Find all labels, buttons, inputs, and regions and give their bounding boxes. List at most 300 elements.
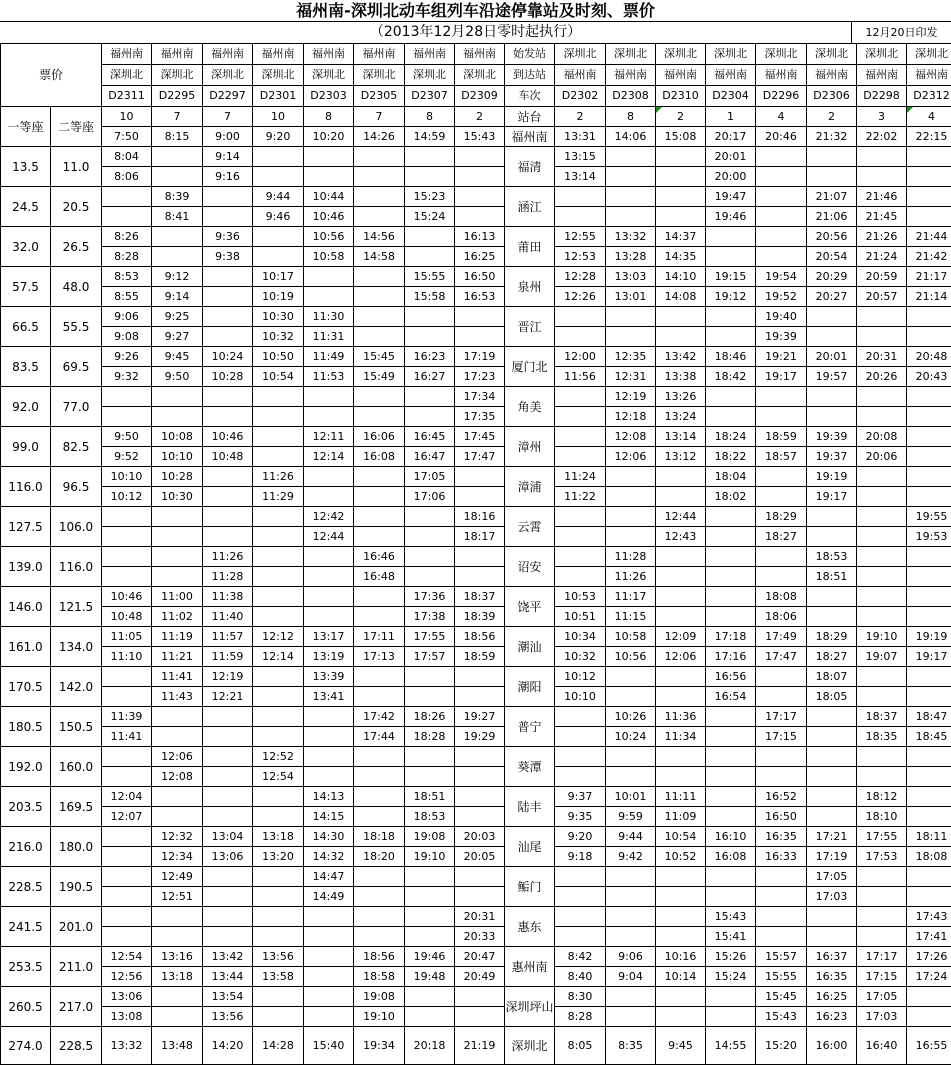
arrival-time <box>907 587 951 607</box>
departure-time: 18:28 <box>405 727 455 747</box>
departure-time: 9:35 <box>555 807 606 827</box>
station-name: 深圳北 <box>505 1027 555 1065</box>
arrival-time: 21:44 <box>907 227 951 247</box>
departure-time <box>203 767 253 787</box>
arrival-time: 10:08 <box>152 427 203 447</box>
arrival-time: 19:46 <box>405 947 455 967</box>
station-name: 云霄 <box>505 507 555 547</box>
arrival-time: 15:55 <box>405 267 455 287</box>
departure-time <box>304 287 354 307</box>
departure-time <box>756 487 807 507</box>
station-row <box>1 827 951 847</box>
destination-cell: 深圳北 <box>304 65 354 86</box>
departure-time <box>706 807 756 827</box>
arrival-time: 18:37 <box>857 707 907 727</box>
arrival-time <box>907 987 951 1007</box>
arrival-time: 11:17 <box>606 587 656 607</box>
second-class-fare: 190.5 <box>51 867 102 907</box>
departure-time <box>405 167 455 187</box>
arrival-time <box>606 187 656 207</box>
arrival-time: 17:17 <box>857 947 907 967</box>
arrival-time: 20:01 <box>706 147 756 167</box>
arrival-time <box>152 387 203 407</box>
arrival-time: 10:10 <box>102 467 152 487</box>
arrival-time <box>102 827 152 847</box>
arrival-time <box>656 587 706 607</box>
arrival-time: 17:17 <box>756 707 807 727</box>
departure-time <box>253 807 304 827</box>
departure-time: 18:06 <box>756 607 807 627</box>
departure-time: 19:57 <box>807 367 857 387</box>
arrival-time: 16:45 <box>405 427 455 447</box>
departure-time <box>203 287 253 307</box>
departure-time: 18:53 <box>405 807 455 827</box>
departure-time: 21:06 <box>807 207 857 227</box>
departure-time <box>706 767 756 787</box>
arrival-time: 11:39 <box>102 707 152 727</box>
departure-time: 9:46 <box>253 207 304 227</box>
arrival-time: 18:16 <box>455 507 505 527</box>
station-row-departure <box>1 727 951 747</box>
arrival-time <box>706 747 756 767</box>
departure-time: 16:00 <box>807 1027 857 1065</box>
origin-cell: 深圳北 <box>857 44 907 65</box>
arrival-time: 19:19 <box>907 627 951 647</box>
arrival-time <box>857 587 907 607</box>
departure-time: 18:20 <box>354 847 405 867</box>
arrival-time <box>907 147 951 167</box>
train-number: D2302 <box>555 86 606 107</box>
departure-time: 8:55 <box>102 287 152 307</box>
departure-time <box>807 327 857 347</box>
arrival-time <box>455 667 505 687</box>
departure-time: 19:37 <box>807 447 857 467</box>
arrival-time: 17:55 <box>405 627 455 647</box>
arrival-time <box>606 307 656 327</box>
departure-time: 12:51 <box>152 887 203 907</box>
departure-time: 8:15 <box>152 127 203 147</box>
arrival-time: 13:32 <box>102 1027 152 1065</box>
departure-time <box>857 407 907 427</box>
first-class-fare: 203.5 <box>1 787 51 827</box>
platform-number: 8 <box>304 107 354 127</box>
departure-time: 16:33 <box>756 847 807 867</box>
arrival-time: 15:45 <box>756 987 807 1007</box>
departure-time <box>102 207 152 227</box>
departure-time <box>555 327 606 347</box>
arrival-time <box>756 667 807 687</box>
arrival-time: 10:17 <box>253 267 304 287</box>
departure-time <box>304 487 354 507</box>
station-name: 漳州 <box>505 427 555 467</box>
arrival-time: 18:29 <box>807 627 857 647</box>
timetable-grid <box>0 43 951 1065</box>
arrival-time <box>102 507 152 527</box>
arrival-time <box>253 987 304 1007</box>
departure-time: 10:48 <box>102 607 152 627</box>
station-row <box>1 267 951 287</box>
departure-time <box>455 807 505 827</box>
departure-time <box>405 567 455 587</box>
arrival-time: 20:46 <box>756 127 807 147</box>
departure-time: 10:52 <box>656 847 706 867</box>
departure-time: 10:14 <box>656 967 706 987</box>
arrival-time: 13:39 <box>304 667 354 687</box>
station-row-departure <box>1 287 951 307</box>
departure-time: 13:41 <box>304 687 354 707</box>
arrival-time <box>807 747 857 767</box>
arrival-time: 13:48 <box>152 1027 203 1065</box>
arrival-time <box>304 387 354 407</box>
station-name: 饶平 <box>505 587 555 627</box>
arrival-time <box>455 747 505 767</box>
arrival-time: 15:43 <box>706 907 756 927</box>
arrival-time: 11:49 <box>304 347 354 367</box>
departure-time <box>606 767 656 787</box>
departure-time: 8:28 <box>102 247 152 267</box>
station-name: 潮汕 <box>505 627 555 667</box>
train-number: D2298 <box>857 86 907 107</box>
departure-time: 19:48 <box>405 967 455 987</box>
first-class-fare: 139.0 <box>1 547 51 587</box>
departure-time <box>102 767 152 787</box>
departure-time: 20:49 <box>455 967 505 987</box>
arrival-time: 14:56 <box>354 227 405 247</box>
station-row <box>1 467 951 487</box>
arrival-time <box>907 467 951 487</box>
arrival-time <box>756 227 807 247</box>
departure-time <box>706 407 756 427</box>
departure-time: 8:06 <box>102 167 152 187</box>
arrival-time <box>656 467 706 487</box>
arrival-time <box>907 667 951 687</box>
arrival-time <box>656 187 706 207</box>
second-class-fare: 142.0 <box>51 667 102 707</box>
platform-number: 10 <box>102 107 152 127</box>
arrival-time <box>857 467 907 487</box>
departure-time: 16:48 <box>354 567 405 587</box>
departure-time: 10:30 <box>152 487 203 507</box>
arrival-time: 17:42 <box>354 707 405 727</box>
arrival-time: 21:32 <box>807 127 857 147</box>
second-class-fare: 169.5 <box>51 787 102 827</box>
departure-time <box>857 167 907 187</box>
departure-time: 11:41 <box>102 727 152 747</box>
arrival-time <box>907 427 951 447</box>
departure-time <box>152 567 203 587</box>
arrival-time <box>152 987 203 1007</box>
departure-time <box>756 887 807 907</box>
destination-cell: 福州南 <box>706 65 756 86</box>
first-class-fare: 92.0 <box>1 387 51 427</box>
departure-time: 10:32 <box>555 647 606 667</box>
train-number: D2297 <box>203 86 253 107</box>
terminal-row <box>1 1027 951 1065</box>
fare-header: 票价 <box>1 44 102 107</box>
arrival-time: 12:55 <box>555 227 606 247</box>
page-title: 福州南-深圳北动车组列车沿途停靠站及时刻、票价 <box>296 1 655 20</box>
departure-time: 10:48 <box>203 447 253 467</box>
departure-time <box>706 247 756 267</box>
arrival-time <box>405 907 455 927</box>
arrival-time: 11:11 <box>656 787 706 807</box>
arrival-time: 19:15 <box>706 267 756 287</box>
departure-time: 18:17 <box>455 527 505 547</box>
second-class-label: 二等座 <box>51 107 102 147</box>
arrival-time: 18:56 <box>455 627 505 647</box>
departure-time <box>152 807 203 827</box>
second-class-fare: 77.0 <box>51 387 102 427</box>
arrival-time: 13:54 <box>203 987 253 1007</box>
arrival-time <box>354 267 405 287</box>
departure-time: 19:17 <box>756 367 807 387</box>
departure-time <box>807 167 857 187</box>
arrival-time <box>807 707 857 727</box>
departure-time: 10:10 <box>152 447 203 467</box>
arrival-time <box>807 147 857 167</box>
arrival-time <box>706 987 756 1007</box>
origin-cell: 深圳北 <box>606 44 656 65</box>
arrival-time: 14:20 <box>203 1027 253 1065</box>
arrival-time <box>455 787 505 807</box>
arrival-time: 16:52 <box>756 787 807 807</box>
departure-time <box>656 767 706 787</box>
departure-time: 10:10 <box>555 687 606 707</box>
departure-time: 11:40 <box>203 607 253 627</box>
departure-time <box>354 207 405 227</box>
arrival-time: 16:56 <box>706 667 756 687</box>
departure-time: 16:27 <box>405 367 455 387</box>
arrival-time: 9:25 <box>152 307 203 327</box>
departure-time: 11:02 <box>152 607 203 627</box>
first-class-fare: 24.5 <box>1 187 51 227</box>
arrival-time <box>304 747 354 767</box>
arrival-time: 13:42 <box>203 947 253 967</box>
arrival-time: 11:41 <box>152 667 203 687</box>
arrival-time: 21:26 <box>857 227 907 247</box>
departure-time: 12:31 <box>606 367 656 387</box>
departure-time: 11:29 <box>253 487 304 507</box>
arrival-time: 16:50 <box>455 267 505 287</box>
departure-time: 12:26 <box>555 287 606 307</box>
arrival-time <box>807 907 857 927</box>
departure-time: 15:41 <box>706 927 756 947</box>
train-number: D2312 <box>907 86 951 107</box>
departure-time <box>102 567 152 587</box>
station-row-departure <box>1 647 951 667</box>
departure-time: 12:34 <box>152 847 203 867</box>
departure-time <box>354 487 405 507</box>
departure-time: 13:24 <box>656 407 706 427</box>
second-class-fare: 96.5 <box>51 467 102 507</box>
arrival-time <box>555 747 606 767</box>
arrival-time: 9:20 <box>555 827 606 847</box>
station-row-departure <box>1 247 951 267</box>
departure-time: 13:28 <box>606 247 656 267</box>
arrival-time: 13:26 <box>656 387 706 407</box>
arrival-time <box>706 867 756 887</box>
arrival-time: 12:42 <box>304 507 354 527</box>
first-class-fare: 228.5 <box>1 867 51 907</box>
departure-time <box>304 167 354 187</box>
arrival-time: 14:06 <box>606 127 656 147</box>
arrival-time <box>405 987 455 1007</box>
departure-time: 14:58 <box>354 247 405 267</box>
arrival-time: 17:18 <box>706 627 756 647</box>
arrival-time: 8:39 <box>152 187 203 207</box>
departure-time: 11:59 <box>203 647 253 667</box>
departure-time <box>656 327 706 347</box>
arrival-time: 11:36 <box>656 707 706 727</box>
departure-time <box>203 407 253 427</box>
departure-time: 17:47 <box>756 647 807 667</box>
departure-time: 13:56 <box>203 1007 253 1027</box>
second-class-fare: 201.0 <box>51 907 102 947</box>
arrival-time <box>455 867 505 887</box>
first-class-fare: 83.5 <box>1 347 51 387</box>
station-row-departure <box>1 167 951 187</box>
departure-time <box>807 927 857 947</box>
departure-time <box>706 327 756 347</box>
header-row-origin <box>1 44 951 65</box>
arrival-time <box>253 587 304 607</box>
destination-cell: 福州南 <box>807 65 857 86</box>
departure-time: 15:24 <box>706 967 756 987</box>
platform-number: 8 <box>606 107 656 127</box>
arrival-time <box>555 547 606 567</box>
arrival-time <box>907 387 951 407</box>
departure-time <box>152 247 203 267</box>
arrival-time <box>706 587 756 607</box>
arrival-time <box>455 547 505 567</box>
departure-time <box>756 567 807 587</box>
arrival-time: 22:15 <box>907 127 951 147</box>
departure-time <box>203 927 253 947</box>
departure-time: 16:40 <box>857 1027 907 1065</box>
arrival-time <box>354 467 405 487</box>
departure-time: 18:22 <box>706 447 756 467</box>
arrival-time <box>606 467 656 487</box>
arrival-time <box>405 867 455 887</box>
departure-time <box>756 247 807 267</box>
station-row-departure <box>1 527 951 547</box>
arrival-time: 17:05 <box>857 987 907 1007</box>
arrival-time <box>756 387 807 407</box>
arrival-time: 13:42 <box>656 347 706 367</box>
station-row <box>1 907 951 927</box>
arrival-time: 10:54 <box>656 827 706 847</box>
arrival-time <box>656 907 706 927</box>
station-row <box>1 427 951 447</box>
station-row <box>1 227 951 247</box>
departure-time: 12:18 <box>606 407 656 427</box>
departure-time: 19:12 <box>706 287 756 307</box>
arrival-time: 9:36 <box>203 227 253 247</box>
arrival-time: 14:37 <box>656 227 706 247</box>
destination-cell: 深圳北 <box>253 65 304 86</box>
departure-time: 19:29 <box>455 727 505 747</box>
arrival-time: 19:39 <box>807 427 857 447</box>
arrival-time <box>405 747 455 767</box>
departure-time <box>857 607 907 627</box>
arrival-time: 21:46 <box>857 187 907 207</box>
arrival-time <box>606 147 656 167</box>
departure-time <box>253 687 304 707</box>
arrival-time <box>656 547 706 567</box>
departure-time: 17:41 <box>907 927 951 947</box>
departure-time: 9:20 <box>253 127 304 147</box>
arrival-time <box>807 307 857 327</box>
departure-time: 8:35 <box>606 1027 656 1065</box>
arrival-time: 19:54 <box>756 267 807 287</box>
station-name: 普宁 <box>505 707 555 747</box>
arrival-time <box>354 507 405 527</box>
departure-time: 19:17 <box>907 647 951 667</box>
arrival-time: 13:04 <box>203 827 253 847</box>
arrival-time: 13:16 <box>152 947 203 967</box>
arrival-time <box>555 707 606 727</box>
arrival-time <box>102 867 152 887</box>
arrival-time: 10:12 <box>555 667 606 687</box>
departure-time: 14:55 <box>706 1027 756 1065</box>
departure-time <box>606 207 656 227</box>
arrival-time: 8:30 <box>555 987 606 1007</box>
arrival-time <box>354 787 405 807</box>
platform-number: 4 <box>907 107 951 127</box>
station-name: 鲘门 <box>505 867 555 907</box>
second-class-fare: 160.0 <box>51 747 102 787</box>
arrival-time <box>555 307 606 327</box>
arrival-time: 12:35 <box>606 347 656 367</box>
station-row <box>1 147 951 167</box>
departure-time: 10:56 <box>606 647 656 667</box>
departure-time <box>203 807 253 827</box>
departure-time <box>555 527 606 547</box>
departure-time <box>606 487 656 507</box>
second-class-fare: 121.5 <box>51 587 102 627</box>
arrival-time <box>656 147 706 167</box>
arrival-time: 10:16 <box>656 947 706 967</box>
platform-number: 2 <box>555 107 606 127</box>
departure-time: 9:27 <box>152 327 203 347</box>
departure-time: 9:50 <box>152 367 203 387</box>
departure-time: 16:53 <box>455 287 505 307</box>
arrival-time: 18:08 <box>756 587 807 607</box>
departure-time: 17:16 <box>706 647 756 667</box>
station-name: 潮阳 <box>505 667 555 707</box>
station-row <box>1 867 951 887</box>
departure-time <box>656 207 706 227</box>
arrival-time <box>455 467 505 487</box>
arrival-time <box>152 907 203 927</box>
arrival-time <box>203 867 253 887</box>
train-number: D2303 <box>304 86 354 107</box>
departure-time: 10:24 <box>606 727 656 747</box>
station-row <box>1 387 951 407</box>
arrival-time: 14:28 <box>253 1027 304 1065</box>
departure-time: 18:27 <box>807 647 857 667</box>
platform-number: 7 <box>203 107 253 127</box>
arrival-time <box>152 147 203 167</box>
departure-time: 15:58 <box>405 287 455 307</box>
departure-time <box>857 927 907 947</box>
platform-number: 2 <box>656 107 706 127</box>
station-row <box>1 707 951 727</box>
arrival-time: 13:06 <box>102 987 152 1007</box>
arrival-time <box>354 747 405 767</box>
first-class-fare: 260.5 <box>1 987 51 1027</box>
departure-time <box>354 327 405 347</box>
